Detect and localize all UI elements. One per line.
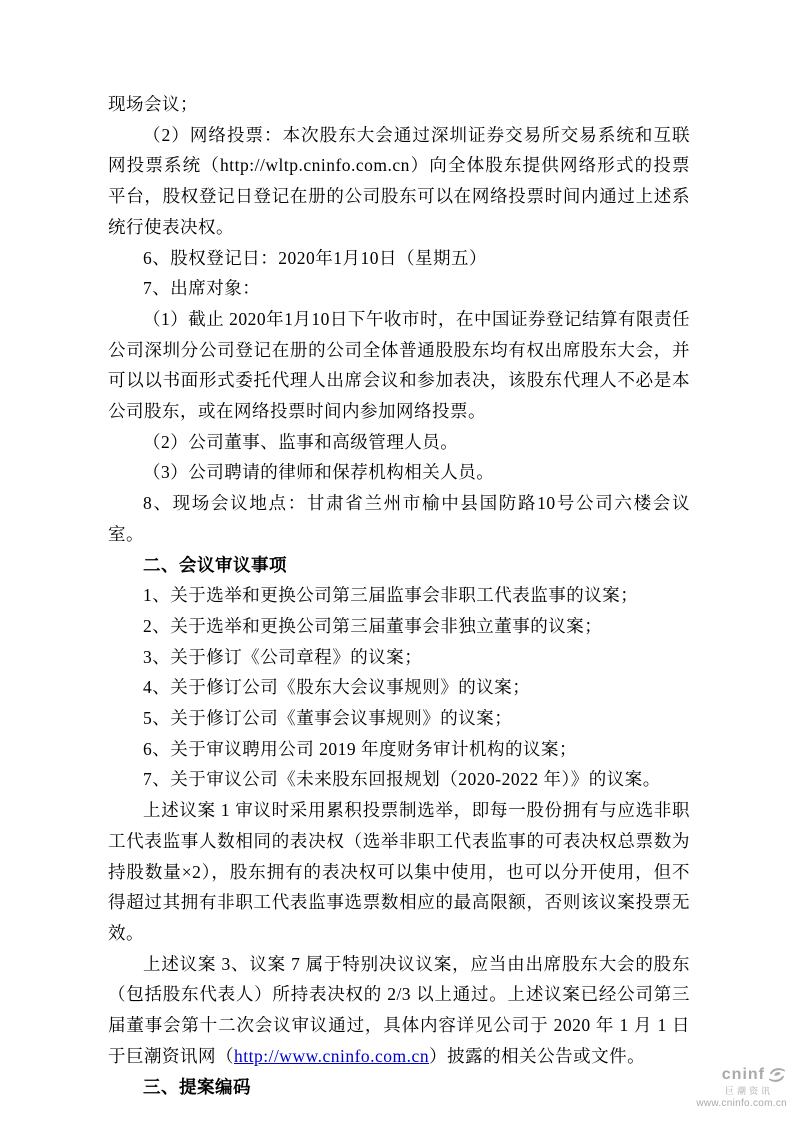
paragraph-cumulative-voting: 上述议案 1 审议时采用累积投票制选举，即每一股份拥有与应选非职工代表监事人数相同的表决权（选举非职工代表监事的可表决权总票数为持股数量×2），股东拥有的表决权可以集中使用，也可以分开使用，但不得超过其拥有非职工代表监事选票数相应的最高限额，否则该议案投票无效。 bbox=[108, 800, 690, 943]
paragraph-onsite-meeting: 现场会议； bbox=[108, 94, 198, 114]
list-item-proposal-2: 2、关于选举和更换公司第三届董事会非独立董事的议案； bbox=[143, 615, 603, 636]
list-item-proposal-3: 3、关于修订《公司章程》的议案； bbox=[143, 646, 423, 667]
paragraph-attendee-advisors: （3）公司聘请的律师和保荐机构相关人员。 bbox=[143, 462, 495, 483]
cninfo-chinese-name: 巨潮资讯 bbox=[724, 1086, 773, 1096]
list-item-proposal-1: 1、关于选举和更换公司第三届监事会非职工代表监事的议案； bbox=[143, 585, 639, 606]
document-body bbox=[108, 89, 690, 1102]
section-heading-review-matters: 二、会议审议事项 bbox=[143, 554, 287, 575]
paragraph-attendees-label: 7、出席对象： bbox=[143, 278, 261, 299]
section-heading-proposal-codes: 三、提案编码 bbox=[143, 1076, 251, 1097]
list-item-proposal-5: 5、关于修订公司《董事会议事规则》的议案； bbox=[143, 708, 513, 729]
paragraph-network-voting: （2）网络投票：本次股东大会通过深圳证券交易所交易系统和互联网投票系统（http://wltp.cninfo.com.cn）向全体股东提供网络形式的投票平台，股权登记日登记在册的公司股东可以在网络投票时间内通过上述系统行使表决权。 bbox=[108, 124, 690, 237]
paragraph-record-date: 6、股权登记日：2020年1月10日（星期五） bbox=[143, 247, 487, 268]
list-item-proposal-6: 6、关于审议聘用公司 2019 年度财务审计机构的议案； bbox=[143, 738, 577, 759]
list-item-proposal-4: 4、关于修订公司《股东大会议事规则》的议案； bbox=[143, 677, 531, 698]
cninfo-logo bbox=[696, 1065, 787, 1109]
special-resolution-text-pre: 上述议案 3、议案 7 属于特别决议议案，应当由出席股东大会的股东（包括股东代表人）所持表决权的 2/3 以上通过。上述议案已经公司第三届董事会第十二次会议审议通过，具体内容详见公司于 2020 年 1 月 1 日于巨潮资讯网（ bbox=[108, 953, 690, 1066]
paragraph-attendee-shareholders: （1）截止 2020年1月10日下午收市时，在中国证券登记结算有限责任公司深圳分公司登记在册的公司全体普通股股东均有权出席股东大会，并可以以书面形式委托代理人出席会议和参加表决，该股东代理人不必是本公司股东，或在网络投票时间内参加网络投票。 bbox=[108, 308, 690, 422]
cninfo-swirl-icon bbox=[767, 1065, 787, 1085]
cninfo-url: www.cninfo.com.cn bbox=[696, 1098, 787, 1109]
cninfo-link[interactable]: http://www.cninfo.com.cn bbox=[234, 1045, 430, 1066]
paragraph-attendee-directors: （2）公司董事、监事和高级管理人员。 bbox=[143, 431, 459, 452]
paragraph-special-resolution bbox=[108, 949, 690, 1072]
list-item-proposal-7: 7、关于审议公司《未来股东回报规划（2020-2022 年）》的议案。 bbox=[143, 769, 661, 790]
special-resolution-text-post: ）披露的相关公告或文件。 bbox=[429, 1045, 646, 1066]
cninfo-logo-row bbox=[696, 1065, 787, 1085]
paragraph-venue: 8、现场会议地点：甘肃省兰州市榆中县国防路10号公司六楼会议室。 bbox=[108, 493, 690, 544]
cninfo-brand-text: cninf bbox=[721, 1066, 765, 1083]
